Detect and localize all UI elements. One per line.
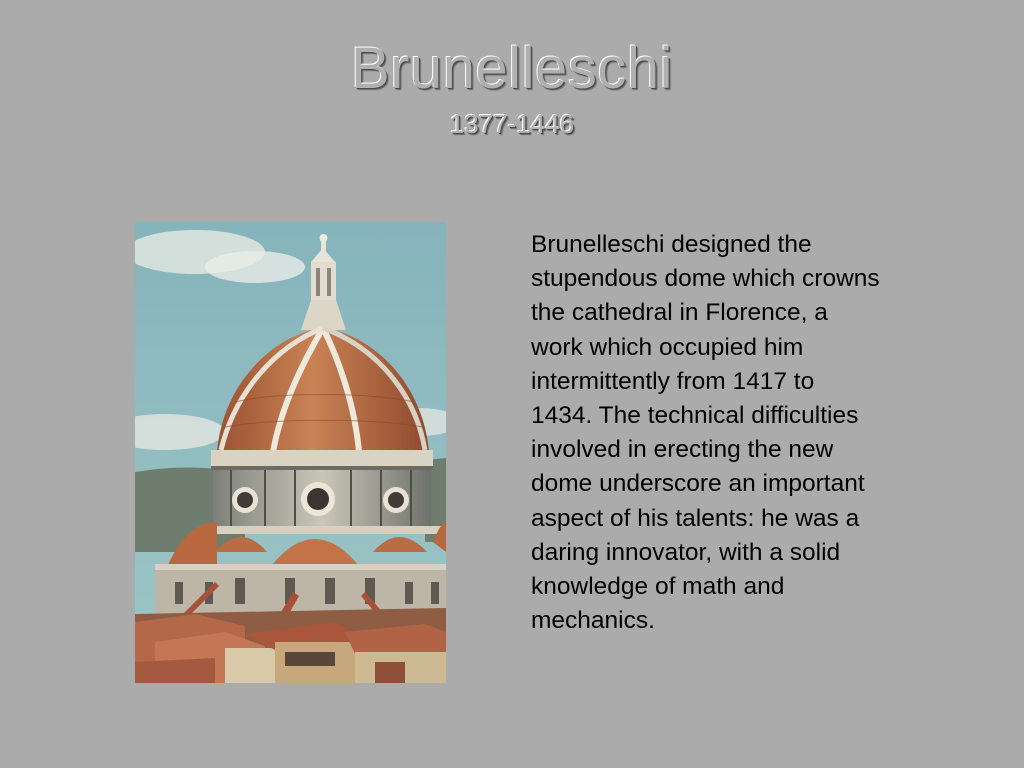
slide-title: Brunelleschi — [351, 36, 673, 101]
slide-subtitle: 1377-1446 — [449, 109, 575, 139]
slide-body-text: Brunelleschi designed the stupendous dome which crowns the cathedral in Florence, a work which occupied him intermittently from 1417 to 1434. The technical difficulties involved in erecting the new dome underscore an important aspect of his talents: he was a daring innovator, with a solid knowledge of math and mechanics. — [531, 231, 880, 635]
florence-cathedral-dome-photo — [135, 222, 446, 683]
